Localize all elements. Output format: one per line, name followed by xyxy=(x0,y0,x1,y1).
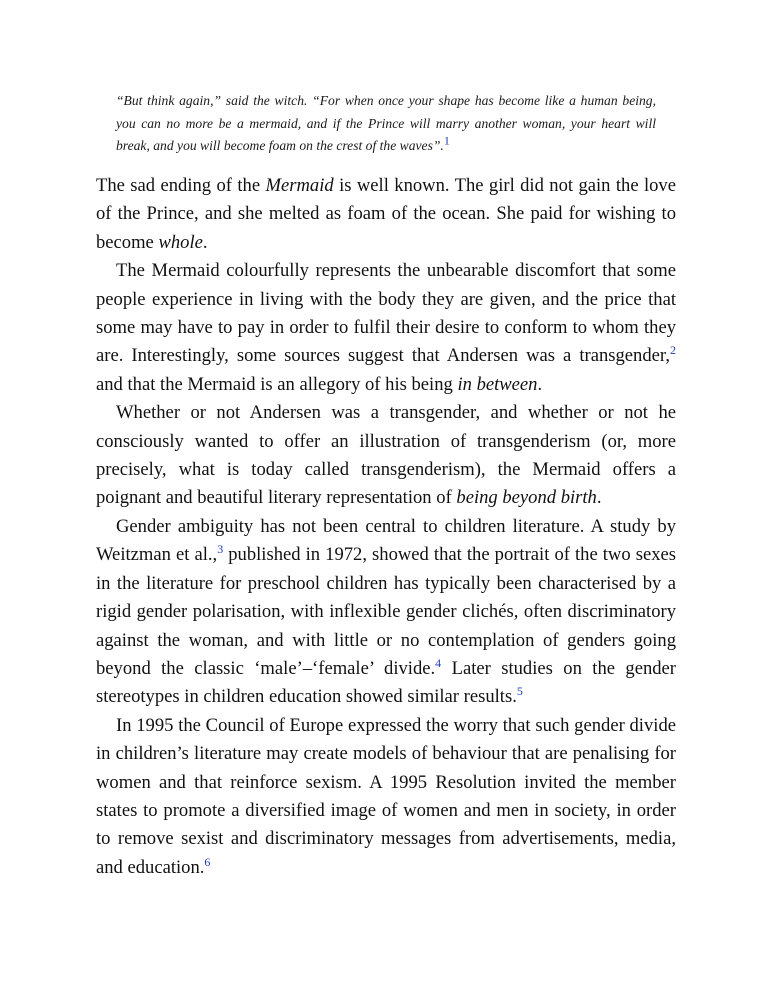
paragraph-text: The Mermaid colourfully represents the unbearable discomfort that some people experience in living with the body they are given, and the price that some may have to pay in order to fulfil their desire to conform to whom they are. Interestingly, some sources suggest that Andersen was a transgender, xyxy=(96,260,676,367)
paragraph-text: . xyxy=(202,231,208,253)
footnote-ref-1[interactable]: 1 xyxy=(443,133,450,148)
paragraph-text: published in 1972, showed that the portrait of the two sexes in the literature for preschool children has typically been characterised by a rigid gender polarisation, with inflexible gender clichés, often discriminatory against the woman, and with little or no contemplation of genders going beyond the classic ‘male’–‘female’ divide. xyxy=(96,544,677,679)
footnote-ref-5[interactable]: 5 xyxy=(516,684,523,699)
italic-text: whole xyxy=(158,231,203,253)
paragraph-text: Later studies on the gender stereotypes in children education showed similar results. xyxy=(96,657,676,708)
italic-text: in between xyxy=(457,373,538,395)
body-text xyxy=(96,172,676,882)
paragraph-text: and that the Mermaid is an allegory of his being xyxy=(96,373,458,395)
paragraph-4 xyxy=(96,513,676,712)
paragraph-text: The sad ending of the xyxy=(96,175,266,196)
footnote-ref-3[interactable]: 3 xyxy=(217,542,224,557)
paragraph-text: . xyxy=(596,487,602,509)
italic-text: Mermaid xyxy=(265,175,334,196)
paragraph-3 xyxy=(96,399,676,513)
paragraph-text: . xyxy=(537,373,543,395)
italic-text: being beyond birth xyxy=(456,487,597,509)
block-quote xyxy=(116,90,656,158)
paragraph-text: is well known. The girl did not gain the love of the Prince, and she melted as foam of the ocean. She paid for wishing to become xyxy=(96,175,676,253)
paragraph-text: In 1995 the Council of Europe expressed the worry that such gender divide in children’s literature may create models of behaviour that are penalising for women and that reinforce sexism. A 1995 Resolution invited the member states to promote a diversified image of women and men in society, in order to remove sexist and discriminatory messages from advertisements, media, and education. xyxy=(96,714,676,878)
footnote-ref-4[interactable]: 4 xyxy=(435,655,442,670)
footnote-ref-2[interactable]: 2 xyxy=(670,343,676,358)
quote-text: “But think again,” said the witch. “For when once your shape has become like a human being, you can no more be a mermaid, and if the Prince will marry another woman, your heart will break, and you will become foam on the crest of the waves”. xyxy=(116,93,656,154)
paragraph-5 xyxy=(96,712,676,882)
paragraph-1 xyxy=(96,172,676,257)
footnote-ref-6[interactable]: 6 xyxy=(204,854,211,869)
paragraph-text: Gender ambiguity has not been central to children literature. A study by Weitzman et al., xyxy=(96,515,676,566)
paragraph-2 xyxy=(96,257,676,399)
paragraph-text: Whether or not Andersen was a transgender, and whether or not he consciously wanted to offer an illustration of transgenderism (or, more precisely, what is today called transgenderism), the Mermaid offers a poignant and beautiful literary representation of xyxy=(96,402,676,509)
